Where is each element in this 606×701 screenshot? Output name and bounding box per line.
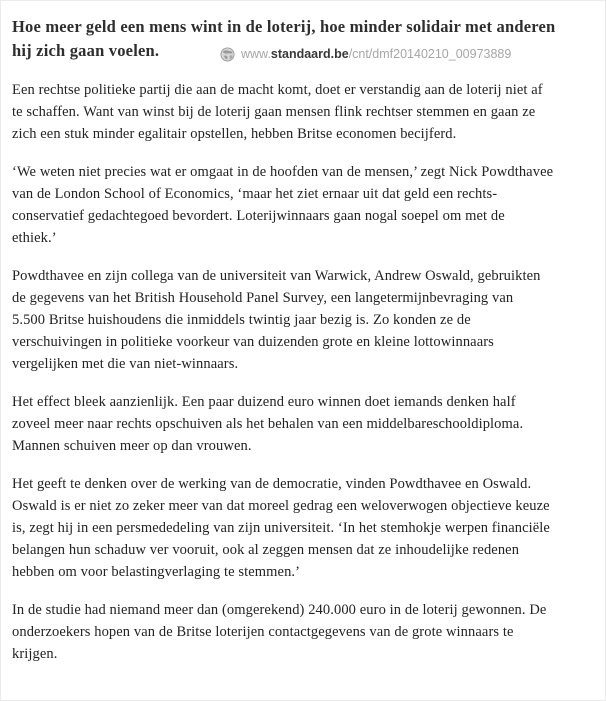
article-headline: Hoe meer geld een mens wint in de loterij, hoe minder solidair met anderen hij zich gaan voelen. <box>12 17 556 60</box>
article-body <box>12 79 595 665</box>
paragraph: Het effect bleek aanzienlijk. Een paar duizend euro winnen doet iemands denken half zoveel meer naar rechts opschuiven als het behalen van een middelbareschooldiploma. Mannen schuiven meer op dan vrouwen. <box>12 394 524 454</box>
paragraph: Powdthavee en zijn collega van de universiteit van Warwick, Andrew Oswald, gebruikten de gegevens van het British Household Panel Survey, een langetermijnbevraging van 5.500 Britse huishoudens die inmiddels twintig jaar bezig is. Zo konden ze de verschuivingen in politieke voorkeur van duizenden grote en kleine lottowinnaars vergelijken met die van niet-winnaars. <box>12 268 541 372</box>
globe-icon <box>220 47 235 62</box>
source-domain: standaard.be <box>270 47 349 61</box>
paragraph: ‘We weten niet precies wat er omgaat in de hoofden van de mensen,’ zegt Nick Powdthavee van de London School of Economics, ‘maar het ziet ernaar uit dat geld een rechts- conservatief gedachtegoed bevordert. Loterijwinnaars gaan nogal soepel om met de ethiek.’ <box>12 164 554 246</box>
paragraph: Het geeft te denken over de werking van de democratie, vinden Powdthavee en Oswald. Oswald is er niet zo zeker meer van dat moreel gedrag een weloverwogen objectieve keuze is, zegt hij in een persmededeling van zijn universiteit. ‘In het stemhokje werpen financiële belangen hun schaduw ver vooruit, ook al zeggen mensen dat ze inhoudelijke redenen hebben om voor belastingverlaging te stemmen.’ <box>12 476 550 580</box>
paragraph: Een rechtse politieke partij die aan de macht komt, doet er verstandig aan de loterij niet af te schaffen. Want van winst bij de loterij gaan mensen flink rechtser stemmen en gaan ze zich een stuk minder egalitair opstellen, hebben Britse economen becijferd. <box>12 82 543 142</box>
article <box>1 15 605 665</box>
source-www: www. <box>241 47 271 61</box>
source-link[interactable] <box>220 46 511 62</box>
source-path: /cnt/dmf20140210_00973889 <box>348 47 512 61</box>
paragraph: In de studie had niemand meer dan (omgerekend) 240.000 euro in de loterij gewonnen. De onderzoekers hopen van de Britse loterijen contactgegevens van de grote winnaars te krijgen. <box>12 602 547 662</box>
